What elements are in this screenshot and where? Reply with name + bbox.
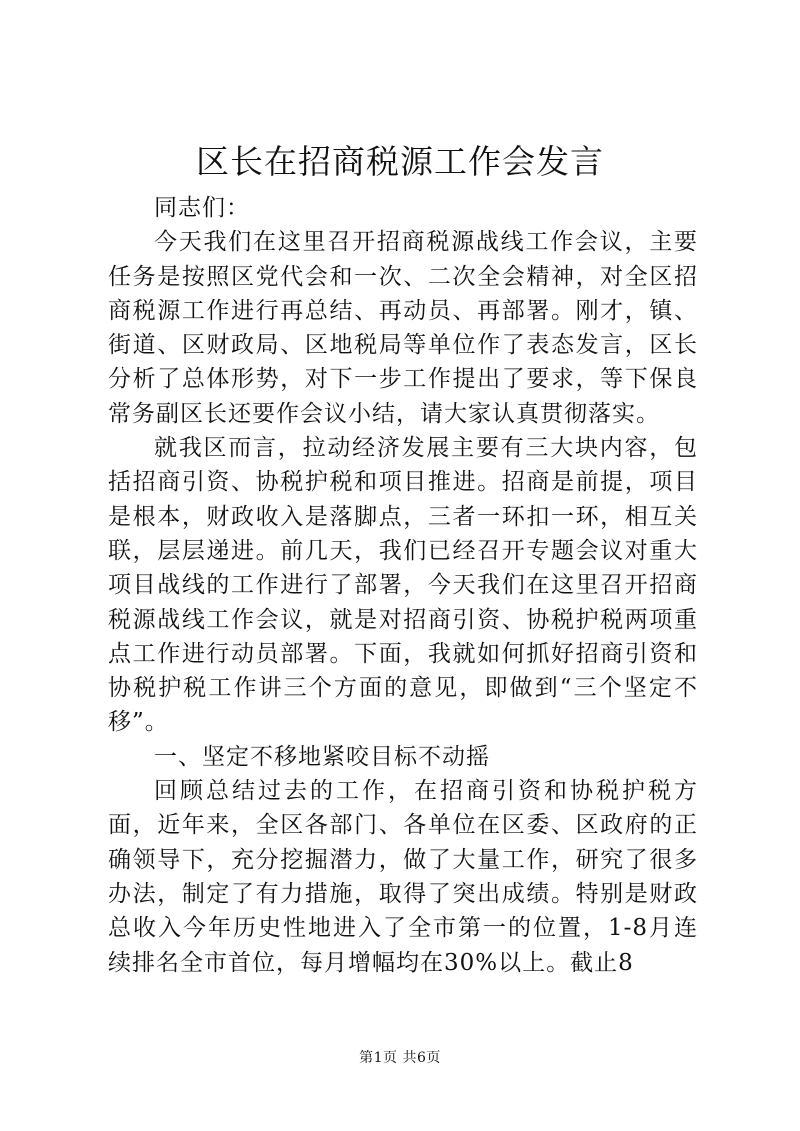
salutation-paragraph: 同志们：	[154, 195, 250, 221]
body-paragraph: 今天我们在这里召开招商税源战线工作会议，主要任务是按照区党代会和一次、二次全会精神，对全区招商税源工作进行再总结、再动员、再部署。刚才，镇、街道、区财政局、区地税局等单位作了表态发言，区长分析了总体形势，对下一步工作提出了要求，等下保良常务副区长还要作会议小结，请大家认真贯彻落实。	[108, 229, 698, 427]
section-heading: 一、坚定不移地紧咬目标不动摇	[154, 743, 490, 770]
body-paragraph: 就我区而言，拉动经济发展主要有三大块内容，包括招商引资、协税护税和项目推进。招商是前提，项目是根本，财政收入是落脚点，三者一环扣一环，相互关联，层层递进。前几天，我们已经召开专题会议对重大项目战线的工作进行了部署，今天我们在这里召开招商税源战线工作会议，就是对招商引资、协税护税两项重点工作进行动员部署。下面，我就如何抓好招商引资和协税护税工作讲三个方面的意见，即做到“三个坚定不移”。	[108, 435, 698, 736]
document-title: 区长在招商税源工作会发言	[196, 142, 604, 181]
document-body	[108, 191, 698, 980]
body-paragraph: 回顾总结过去的工作，在招商引资和协税护税方面，近年来，全区各部门、各单位在区委、区政府的正确领导下，充分挖掘潜力，做了大量工作，研究了很多办法，制定了有力措施，取得了突出成绩。特别是财政总收入今年历史性地进入了全市第一的位置，1-8月连续排名全市首位，每月增幅均在30%以上。截止8	[108, 778, 698, 976]
page-number-footer: 第1页 共6页	[359, 1050, 441, 1066]
